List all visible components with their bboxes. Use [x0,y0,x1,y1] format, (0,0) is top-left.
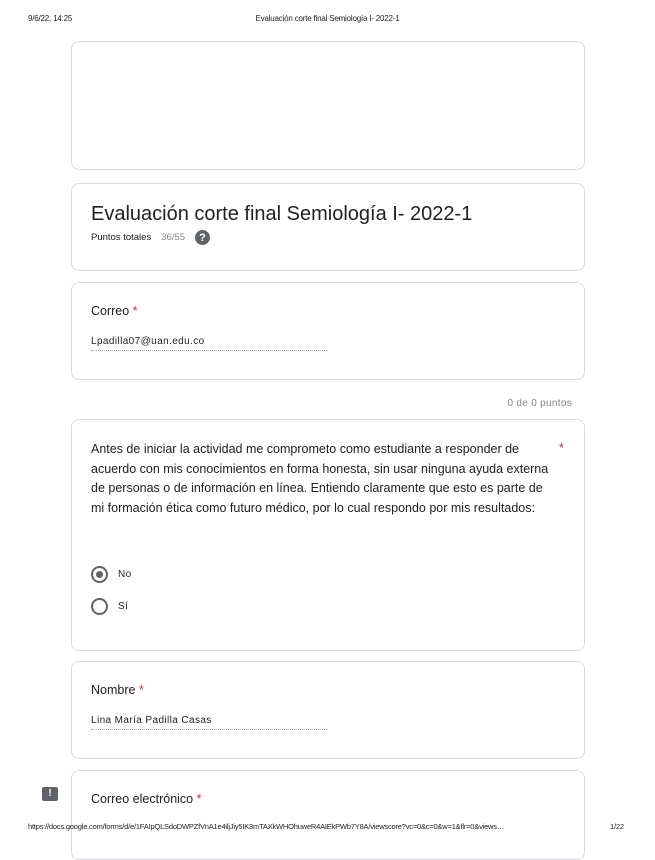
email2-question-label [91,792,202,806]
honesty-question-text: Antes de iniciar la actividad me comprometo como estudiante a responder de acuerdo con mis conocimientos en forma honesta, sin usar ninguna ayuda externa de personas o de información en línea. Entiendo claramente que esto es parte de mi formación ética como futuro médico, por lo cual respondo por mis resultados: [91,442,549,515]
print-url: https://docs.google.com/forms/d/e/1FAIpQLSdoDWPZfVnA1e4iljJiy5IK3mTAXkWHOhuweR4AIEkPWb7Y8A/viewscore?vc=0&c=0&w=1&flr=0&views… [28,822,505,831]
help-icon[interactable]: ? [195,230,210,245]
print-doc-title: Evaluación corte final Semiología I- 2022-1 [255,14,400,23]
form-title-card [71,183,585,271]
option-si[interactable] [91,598,128,615]
radio-checked-icon[interactable] [91,566,108,583]
name-question-card [71,661,585,759]
required-asterisk: * [132,304,138,318]
points-note: 0 de 0 puntos [507,398,572,409]
honesty-question-card [71,419,585,651]
option-no-label: No [118,569,132,580]
name-question-label [91,683,144,697]
option-si-label: Sí [118,601,129,612]
email-answer: Lpadilla07@uan.edu.co [91,336,327,351]
required-asterisk: * [138,683,144,697]
feedback-icon[interactable]: ! [42,787,58,801]
score-label: Puntos totales [91,232,152,243]
email2-label-text: Correo electrónico [91,792,194,806]
name-label-text: Nombre [91,683,136,697]
radio-unchecked-icon[interactable] [91,598,108,615]
header-banner-card [71,41,585,170]
required-asterisk: * [559,441,564,455]
form-title: Evaluación corte final Semiología I- 2022-1 [91,203,473,225]
email-label-text: Correo [91,304,130,318]
email-question-card [71,282,585,380]
print-datetime: 9/6/22, 14:25 [28,14,73,23]
option-no[interactable] [91,566,132,583]
score-row [91,230,210,245]
score-value: 36/55 [161,232,185,243]
required-asterisk: * [196,792,202,806]
print-page-number: 1/22 [610,822,624,831]
name-answer: Lina María Padilla Casas [91,715,327,730]
email2-question-card [71,770,585,860]
email-question-label [91,304,138,318]
